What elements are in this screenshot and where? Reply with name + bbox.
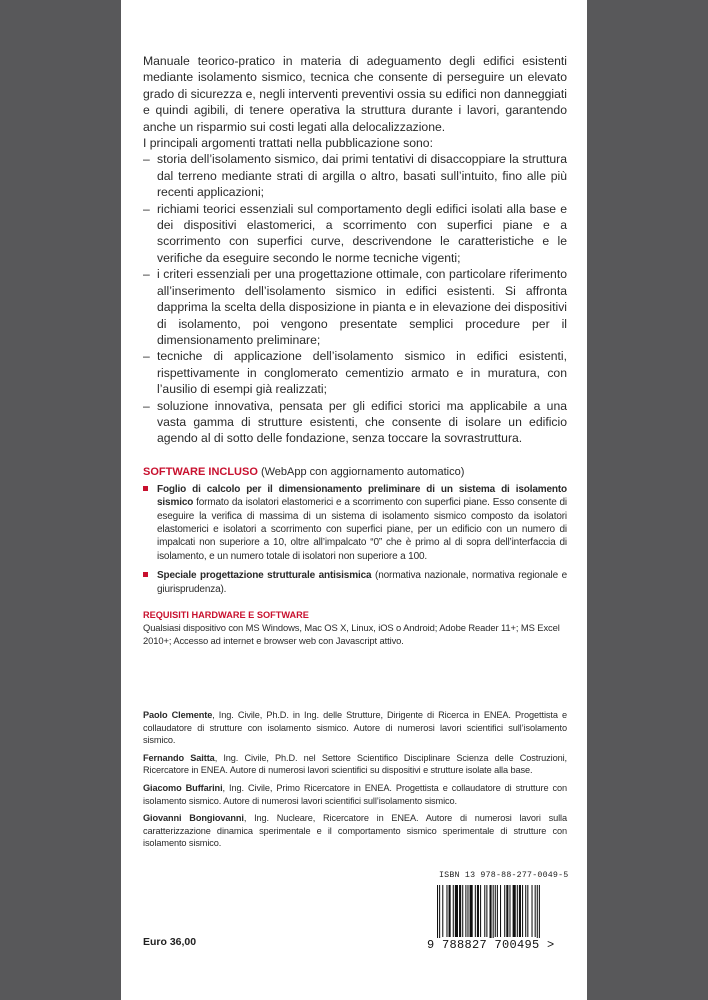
dash-bullet: – xyxy=(143,349,150,364)
author-bio: Giovanni Bongiovanni, Ing. Nucleare, Ricercatore in ENEA. Autore di numerosi lavori sulla caratterizzazione dinamica sperimentale e il comportamento sismico sperimentale di strutture con isolamento sismico. xyxy=(143,813,567,849)
software-list xyxy=(143,483,567,596)
square-bullet-icon xyxy=(143,486,148,491)
isbn-label: ISBN 13 978-88-277-0049-5 xyxy=(439,871,569,880)
price-label: Euro 36,00 xyxy=(143,936,197,948)
author-bio: Paolo Clemente, Ing. Civile, Ph.D. in Ing. delle Strutture, Dirigente di Ricerca in ENEA. Progettista e collaudatore di strutture con isolamento sismico. Autore di numerosi lavori scientifici sull’isolamento sismico. xyxy=(143,710,567,746)
list-item: – richiami teorici essenziali sul comportamento degli edifici isolati alla base e dei dispositivi elastomerici, a scorrimento con superfici piane e a scorrimento con superfici curve, descrivendone le caratteristiche e le verifiche da eseguire secondo le norme tecniche vigenti; xyxy=(143,201,567,265)
dash-bullet: – xyxy=(143,152,150,167)
dash-bullet: – xyxy=(143,201,150,216)
barcode-icon xyxy=(427,885,567,945)
description xyxy=(143,53,567,647)
back-cover xyxy=(121,0,587,1000)
author-bio: Fernando Saitta, Ing. Civile, Ph.D. nel Settore Scientifico Disciplinare Scienza delle Costruzioni, Ricercatore in ENEA. Autore di numerosi lavori scientifici su dispositivi e strutture isolate alla base. xyxy=(143,752,568,776)
dash-bullet: – xyxy=(143,267,150,282)
topics-intro: I principali argomenti trattati nella pubblicazione sono: xyxy=(143,136,433,151)
square-bullet-icon xyxy=(143,572,148,577)
intro-paragraph: Manuale teorico-pratico in materia di adeguamento degli edifici esistenti mediante isolamento sismico, tecnica che consente di perseguire un elevato grado di sicurezza e, negli interventi preventivi ossia su edifici non danneggiati e quindi agibili, di tenere operativa la struttura durante i lavori, garantendo anche un risparmio sui costi legati alla delocalizzazione. xyxy=(143,54,567,134)
author-name: Paolo Clemente xyxy=(143,710,213,720)
requirements-heading: REQUISITI HARDWARE E SOFTWARE xyxy=(143,610,309,620)
software-subtitle: (WebApp con aggiornamento automatico) xyxy=(257,465,465,478)
list-item: Speciale progettazione strutturale antisismica (normativa nazionale, normativa regionale e giurisprudenza). xyxy=(143,569,567,596)
list-item: – storia dell’isolamento sismico, dai primi tentativi di disaccoppiare la struttura dal terreno mediante strati di argilla o altro, basati sull’intuito, fino alle più recenti applicazioni; xyxy=(143,152,567,200)
barcode-digits: 9 788827 700495 > xyxy=(427,938,555,952)
author-name: Giovanni Bongiovanni xyxy=(143,813,244,824)
author-bio: Giacomo Buffarini, Ing. Civile, Primo Ricercatore in ENEA. Progettista e collaudatore di strutture con isolamento sismico. Autore di numerosi lavori scientifici sull’isolamento sismico. xyxy=(143,782,567,806)
authors-section xyxy=(143,709,567,855)
requirements-text: Qualsiasi dispositivo con MS Windows, Mac OS X, Linux, iOS o Android; Adobe Reader 11+; MS Excel 2010+; Accesso ad internet e browser web con Javascript attivo. xyxy=(143,622,560,646)
list-item: – tecniche di applicazione dell’isolamento sismico in edifici esistenti, rispettivamente in conglomerato cementizio armato e in muratura, con l’ausilio di esempi già realizzati; xyxy=(143,349,567,397)
list-item: – soluzione innovativa, pensata per gli edifici storici ma applicabile a una vasta gamma di strutture esistenti, che consente di isolare un edificio agendo al di sotto delle fondazione, senza toccare la sovrastruttura. xyxy=(143,398,567,446)
software-heading xyxy=(143,465,567,479)
author-name: Fernando Saitta xyxy=(143,752,215,763)
list-item: Foglio di calcolo per il dimensionamento preliminare di un sistema di isolamento sismico formato da isolatori elastomerici e a scorrimento con superfici piane. Esso consente di eseguire la verifica di massima di un sistema di isolamento sismico composto da isolatori elastomerici e isolatori a scorrimento con superfici piane, per un edificio con un numero di impalcati non superiore a 10, oltre all’impalcato “0” che è primo al di sopra dell’interfaccia di isolamento, e un numero totale di isolatori non superiore a 100. xyxy=(143,483,567,563)
dash-bullet: – xyxy=(143,398,150,413)
topics-list xyxy=(143,151,567,446)
list-item: – i criteri essenziali per una progettazione ottimale, con particolare riferimento all’inserimento dell’isolamento sismico in edifici esistenti. Si affronta dapprima la scelta della disposizione in pianta e in elevazione dei dispositivi di isolamento, poi vengono presentate semplici procedure per il dimensionamento preliminare; xyxy=(143,267,567,347)
software-title: SOFTWARE INCLUSO xyxy=(143,465,258,478)
author-name: Giacomo Buffarini xyxy=(143,782,223,793)
